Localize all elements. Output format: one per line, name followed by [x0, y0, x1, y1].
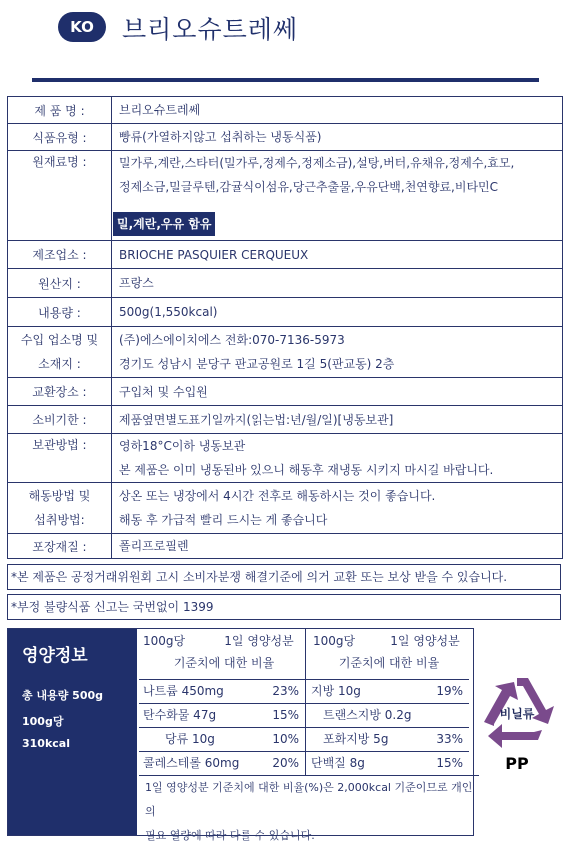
- value-line: 구입처 및 수입원: [119, 384, 208, 399]
- table-row: [8, 534, 563, 559]
- header-daily-value: 1일 영양성분: [224, 634, 294, 648]
- product-title: 브리오슈트레쎄: [122, 15, 299, 44]
- nutrient-row-saturated-fat: [305, 727, 469, 751]
- header-ratio: 기준치에 대한 비율: [338, 656, 440, 670]
- value-storage: [112, 434, 563, 483]
- value-line: 영하18°C이하 냉동보관: [119, 439, 246, 453]
- nutrient-row-sugars: [139, 727, 305, 751]
- value-net-content: [112, 298, 563, 327]
- table-row: [8, 483, 563, 534]
- label-line: 수입 업소명 및: [20, 333, 99, 347]
- label-product-name: 제 품 명 :: [8, 97, 112, 124]
- product-info-table: [7, 96, 563, 559]
- value-origin: [112, 269, 563, 298]
- value-packaging: [112, 534, 563, 559]
- value-thawing: [112, 483, 563, 534]
- table-row: [8, 434, 563, 483]
- label-origin: 원산지 :: [8, 269, 112, 298]
- label-importer: [8, 327, 112, 378]
- header-divider: [32, 78, 539, 82]
- table-row: [8, 327, 563, 378]
- nutrient-percent: 10%: [272, 732, 299, 746]
- nutrition-facts: [7, 628, 474, 842]
- table-row: [8, 378, 563, 406]
- value-product-name: [112, 97, 563, 124]
- total-content: 총 내용량 500g: [22, 689, 103, 702]
- value-line: 본 제품은 이미 냉동된바 있으니 해동후 재냉동 시키지 마시길 바랍니다.: [119, 463, 494, 477]
- label-line: 소재지 :: [38, 357, 81, 371]
- nutrient-row-cholesterol: [139, 751, 305, 775]
- footnote-line: 1일 영양성분 기준치에 대한 비율(%)은 2,000kcal 기준이므로 개인의: [145, 781, 473, 818]
- consumer-notice: *본 제품은 공정거래위원회 고시 소비자분쟁 해결기준에 의거 교환 또는 보상 받을 수 있습니다.: [7, 564, 561, 590]
- nutrition-title: 영양정보: [22, 646, 88, 666]
- label-expiry: 소비기한 :: [8, 406, 112, 434]
- serving-basis: 100g당: [22, 715, 64, 728]
- nutrient-row-trans-fat: [305, 703, 469, 727]
- nutrient-row-sodium: [139, 679, 305, 703]
- nutrition-summary: [8, 629, 137, 835]
- value-line: 밀가루,계란,스타터(밀가루,정제수,정제소금),설탕,버터,유채유,정제수,효모,: [119, 156, 515, 170]
- nutrient-name: 콜레스테롤 60mg: [143, 756, 240, 770]
- value-ingredients: [112, 151, 563, 241]
- header-daily-value: 1일 영양성분: [390, 634, 460, 648]
- value-line: 빵류(가열하지않고 섭취하는 냉동식품): [119, 130, 322, 144]
- header-ratio: 기준치에 대한 비율: [173, 656, 275, 670]
- nutrient-percent: 20%: [272, 756, 299, 770]
- nutrient-name: 지방 10g: [311, 684, 361, 698]
- label-manufacturer: 제조업소 :: [8, 241, 112, 269]
- value-line: 해동 후 가급적 빨리 드시는 게 좋습니다: [119, 513, 328, 527]
- value-line: 500g(1,550kcal): [119, 305, 218, 319]
- label-line: 섭취방법:: [34, 513, 85, 527]
- nutrient-name: 포화지방 5g: [323, 732, 389, 746]
- language-badge: KO: [58, 12, 106, 42]
- label-exchange: 교환장소 :: [8, 378, 112, 406]
- value-line: (주)에스에이치에스 전화:070-7136-5973: [119, 333, 345, 347]
- value-line: 경기도 성남시 분당구 판교공원로 1길 5(판교동) 2층: [119, 357, 395, 371]
- column-divider: [305, 629, 306, 775]
- label-net-content: 내용량 :: [8, 298, 112, 327]
- nutrient-row-fat: [305, 679, 469, 703]
- material-code: PP: [505, 754, 529, 773]
- nutrient-name: 탄수화물 47g: [143, 708, 217, 722]
- value-importer: [112, 327, 563, 378]
- value-line: 정제소금,밀글루텐,감귤식이섬유,당근추출물,우유단백,천연향료,비타민C: [119, 180, 499, 194]
- nutrient-percent: 23%: [272, 684, 299, 698]
- table-row: [8, 406, 563, 434]
- nutrient-name: 나트륨 450mg: [143, 684, 224, 698]
- value-exchange: [112, 378, 563, 406]
- value-line: 폴리프로필렌: [119, 539, 189, 553]
- recycle-label: 비닐류: [499, 707, 535, 721]
- label-line: 해동방법 및: [28, 489, 91, 503]
- table-row: [8, 241, 563, 269]
- table-row: [8, 298, 563, 327]
- table-row: [8, 151, 563, 241]
- header: [0, 0, 570, 80]
- value-line: 프랑스: [119, 276, 154, 290]
- nutrition-footnote: [139, 775, 479, 848]
- nutrient-row-carbohydrate: [139, 703, 305, 727]
- header-per-100g: 100g당: [143, 634, 186, 648]
- label-storage: 보관방법 :: [8, 434, 112, 483]
- value-line: 브리오슈트레쎄: [119, 103, 201, 117]
- footnote-line: 필요 열량에 따라 다를 수 있습니다.: [145, 829, 315, 842]
- allergen-highlight: 밀,계란,우유 함유: [113, 212, 215, 236]
- value-expiry: [112, 406, 563, 434]
- table-row: [8, 124, 563, 151]
- label-thawing: [8, 483, 112, 534]
- recycle-icon: [476, 674, 558, 754]
- nutrient-percent: 33%: [436, 732, 463, 746]
- value-line: BRIOCHE PASQUIER CERQUEUX: [119, 247, 309, 262]
- nutrient-grid: [139, 629, 473, 842]
- nutrient-name: 당류 10g: [165, 732, 215, 746]
- value-manufacturer: [112, 241, 563, 269]
- header-per-100g: 100g당: [313, 634, 356, 648]
- label-ingredients: 원재료명 :: [8, 151, 112, 241]
- calories: 310kcal: [22, 737, 70, 750]
- nutrient-name: 단백질 8g: [311, 756, 365, 770]
- value-line: 제품옆면별도표기일까지(읽는법:년/월/일)[냉동보관]: [119, 412, 394, 427]
- table-row: [8, 97, 563, 124]
- value-food-type: [112, 124, 563, 151]
- nutrient-percent: 19%: [436, 684, 463, 698]
- label-packaging: 포장재질 :: [8, 534, 112, 559]
- table-row: [8, 269, 563, 298]
- nutrient-row-protein: [305, 751, 469, 775]
- nutrient-percent: 15%: [436, 756, 463, 770]
- nutrient-percent: 15%: [272, 708, 299, 722]
- report-notice: *부정 불량식품 신고는 국번없이 1399: [7, 594, 561, 620]
- value-line: 상온 또는 냉장에서 4시간 전후로 해동하시는 것이 좋습니다.: [119, 489, 436, 503]
- nutrient-name: 트랜스지방 0.2g: [323, 708, 412, 722]
- recycle-mark: [476, 674, 558, 778]
- label-food-type: 식품유형 :: [8, 124, 112, 151]
